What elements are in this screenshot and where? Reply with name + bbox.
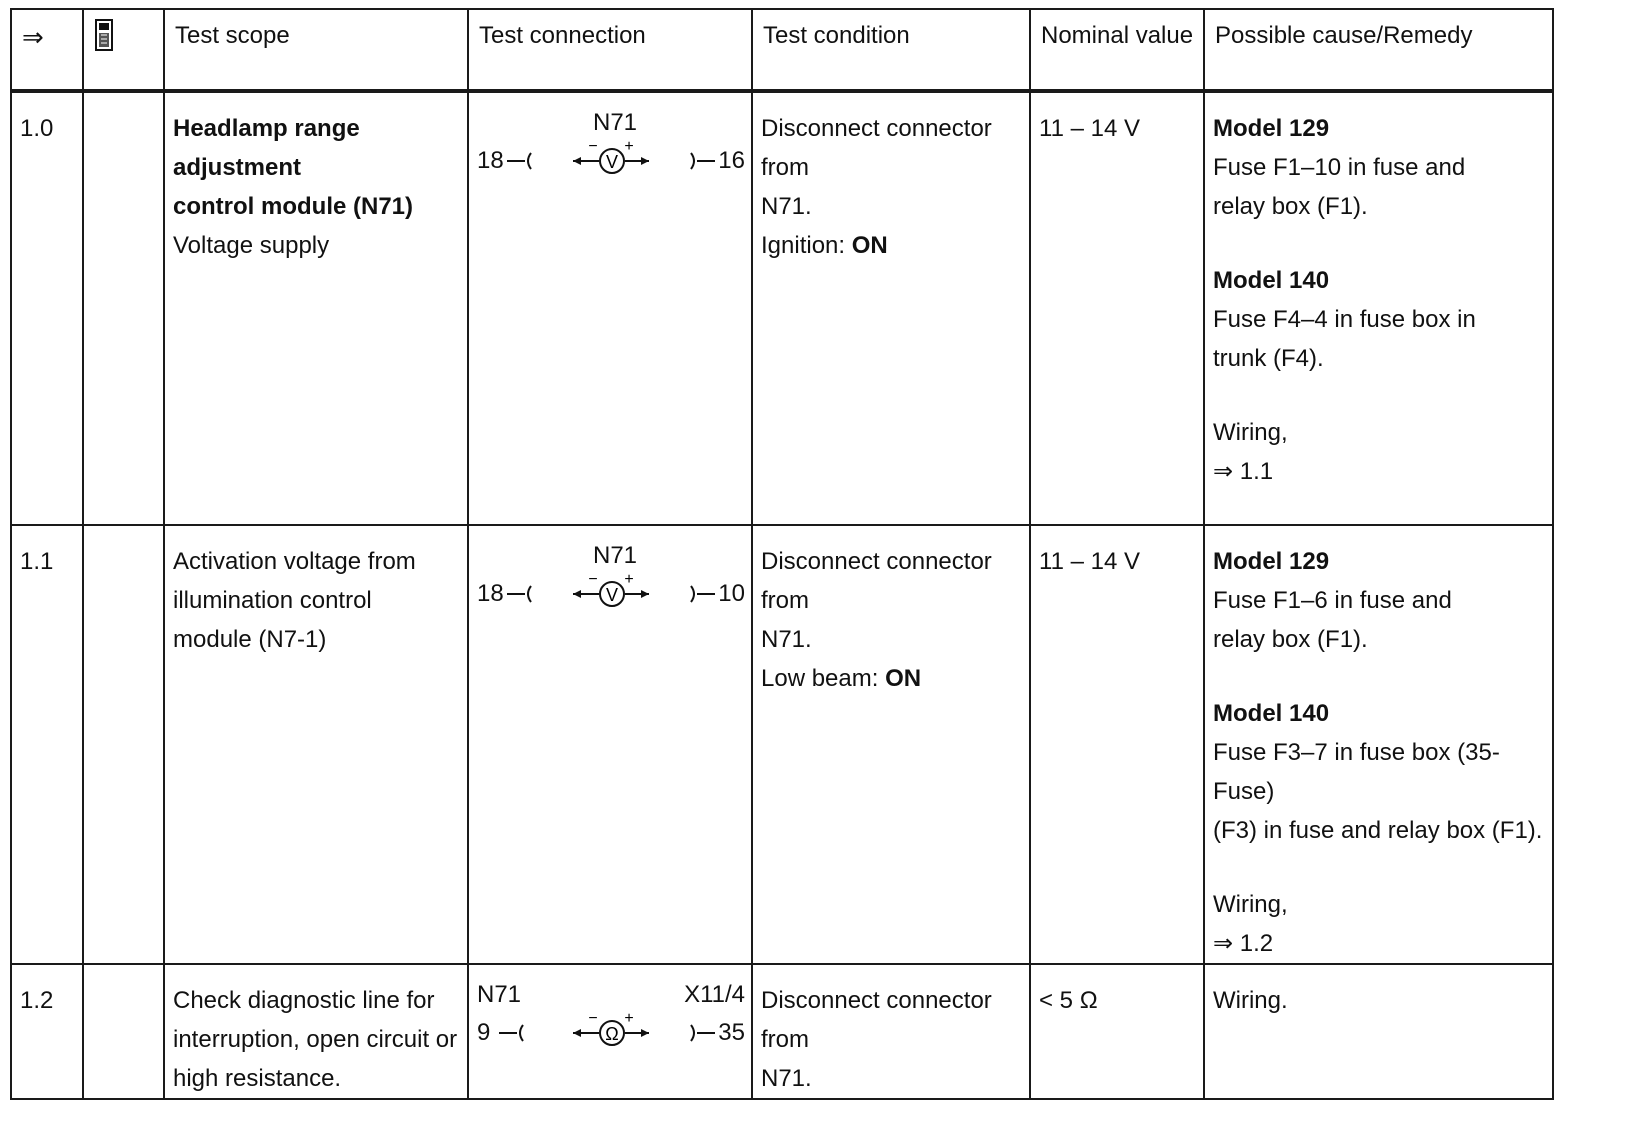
header-connection: Test connection <box>468 9 752 91</box>
table-row <box>11 91 1553 525</box>
meter-symbol: V <box>605 585 619 605</box>
model-title: Model 129 <box>1213 548 1330 575</box>
component-label: N71 <box>593 542 638 569</box>
remedy-cell: Model 129 Fuse F1–6 in fuse and relay box (F1). Model 140 Fuse F3–7 in fuse box (35-Fuse) (F3) in fuse and relay box (F1). Wiring, ⇒ 1.2 <box>1204 525 1553 964</box>
model-title: Model 140 <box>1213 700 1330 727</box>
header-tester <box>83 9 164 91</box>
scope-line: control module (N71) <box>173 193 414 220</box>
connection-cell <box>468 525 752 964</box>
pin-right: 10 <box>718 580 745 607</box>
diagnostic-table <box>10 8 1554 1100</box>
model-title: Model 140 <box>1213 267 1330 294</box>
condition-cell: Disconnect connector from N71. <box>752 964 1030 1099</box>
scope-cell <box>164 525 468 964</box>
connection-cell <box>468 91 752 525</box>
table-row <box>11 964 1553 1099</box>
remedy-cell: Wiring. <box>1204 964 1553 1099</box>
step-cell: 1.2 <box>11 964 83 1099</box>
header-row <box>11 9 1553 91</box>
scope-line: interruption, open circuit or <box>173 1026 458 1053</box>
next-step-link: ⇒ 1.2 <box>1213 930 1274 957</box>
scope-line: Voltage supply <box>173 232 330 259</box>
component-label: X11/4 <box>684 981 745 1008</box>
scope-line: Check diagnostic line for <box>173 987 435 1014</box>
minus-sign: − <box>588 1011 598 1027</box>
plus-sign: + <box>624 1011 634 1027</box>
nominal-cell: < 5 Ω <box>1030 964 1204 1099</box>
pin-right: 35 <box>718 1019 745 1046</box>
minus-sign: − <box>588 139 598 155</box>
plus-sign: + <box>624 572 634 588</box>
header-remedy: Possible cause/Remedy <box>1204 9 1553 91</box>
plus-sign: + <box>624 139 634 155</box>
scope-cell <box>164 964 468 1099</box>
scope-line: Headlamp range <box>173 115 360 142</box>
table-row <box>11 525 1553 964</box>
tester-cell <box>83 964 164 1099</box>
scope-line: illumination control <box>173 587 372 614</box>
component-label: N71 <box>477 981 522 1008</box>
remedy-cell: Model 129 Fuse F1–10 in fuse and relay box (F1). Model 140 Fuse F4–4 in fuse box in trunk (F4). Wiring, ⇒ 1.1 <box>1204 91 1553 525</box>
nominal-cell: 11 – 14 V <box>1030 91 1204 525</box>
header-arrow: ⇒ <box>11 9 83 91</box>
meter-symbol: Ω <box>605 1024 619 1044</box>
nominal-cell: 11 – 14 V <box>1030 525 1204 964</box>
condition-cell: Disconnect connector from N71. Low beam: ON <box>752 525 1030 964</box>
step-cell: 1.1 <box>11 525 83 964</box>
scope-line: high resistance. <box>173 1065 342 1092</box>
pin-left: 18 <box>477 580 504 607</box>
connection-cell <box>468 964 752 1099</box>
step-cell: 1.0 <box>11 91 83 525</box>
meter-symbol: V <box>605 152 619 172</box>
tester-cell <box>83 91 164 525</box>
tester-cell <box>83 525 164 964</box>
component-label: N71 <box>593 109 638 136</box>
scope-cell <box>164 91 468 525</box>
pin-right: 16 <box>718 147 745 174</box>
pin-left: 18 <box>477 147 504 174</box>
pin-left: 9 <box>477 1019 491 1046</box>
scope-line: module (N7-1) <box>173 626 327 653</box>
minus-sign: − <box>588 572 598 588</box>
voltmeter-symbol <box>469 139 753 179</box>
header-scope: Test scope <box>164 9 468 91</box>
tester-icon <box>84 10 163 84</box>
scope-line: Activation voltage from <box>173 548 416 575</box>
header-condition: Test condition <box>752 9 1030 91</box>
next-step-link: ⇒ 1.1 <box>1213 458 1274 485</box>
voltmeter-symbol <box>469 572 753 612</box>
model-title: Model 129 <box>1213 115 1330 142</box>
scope-line: adjustment <box>173 154 302 181</box>
condition-cell: Disconnect connector from N71. Ignition: ON <box>752 91 1030 525</box>
header-nominal: Nominal value <box>1030 9 1204 91</box>
ohmmeter-symbol <box>469 1011 753 1051</box>
